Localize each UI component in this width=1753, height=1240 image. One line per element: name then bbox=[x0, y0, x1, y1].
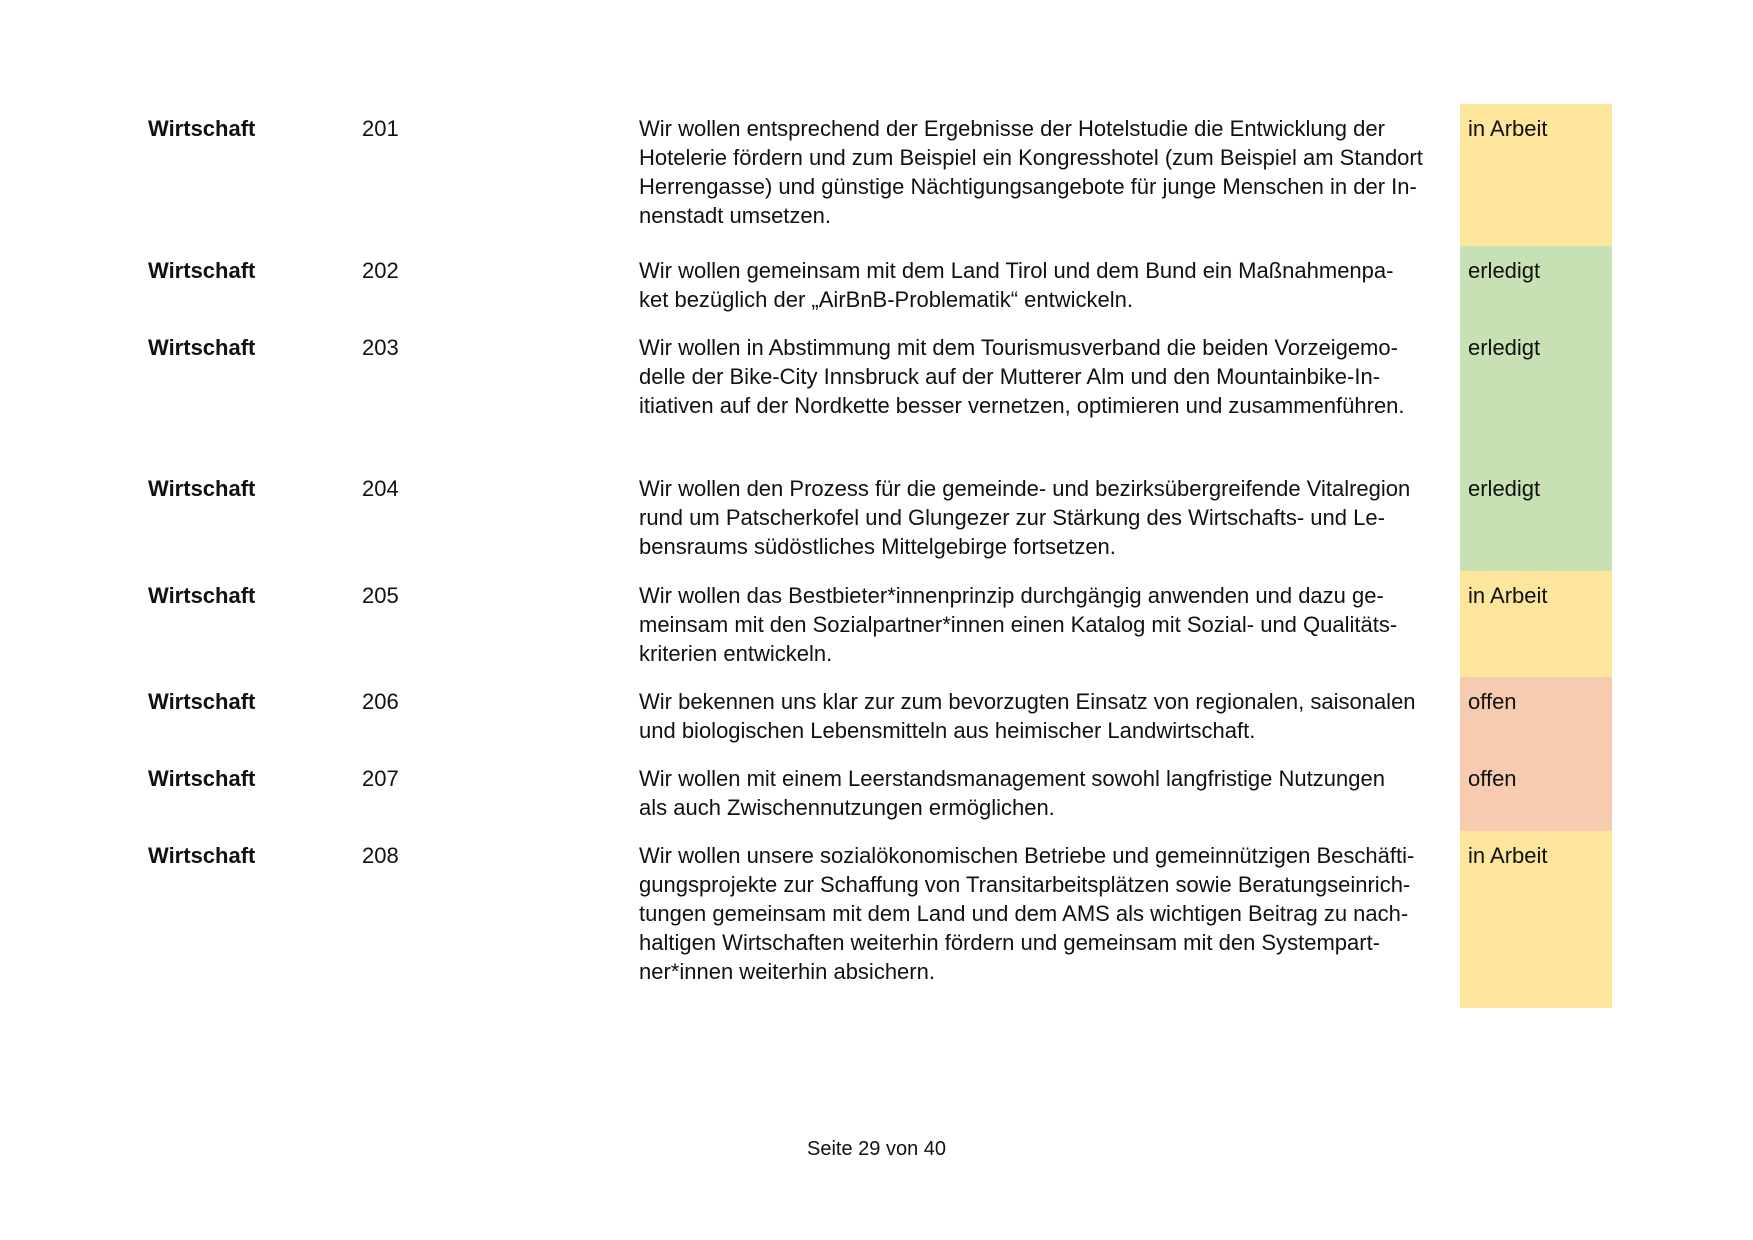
category-cell: Wirtschaft bbox=[148, 116, 256, 141]
description-cell bbox=[639, 114, 1449, 230]
table-row bbox=[0, 246, 1753, 323]
description-line: Wir wollen unsere sozialökonomischen Betriebe und gemeinnützigen Beschäfti- bbox=[639, 843, 1415, 868]
table-row bbox=[0, 754, 1753, 831]
description-line: Wir wollen gemeinsam mit dem Land Tirol und dem Bund ein Maßnahmenpa- bbox=[639, 258, 1394, 283]
table-row bbox=[0, 104, 1753, 246]
description-line: Wir wollen entsprechend der Ergebnisse der Hotelstudie die Entwicklung der bbox=[639, 116, 1385, 141]
category-cell: Wirtschaft bbox=[148, 335, 256, 360]
status-cell: erledigt bbox=[1460, 246, 1612, 323]
description-line: Wir wollen den Prozess für die gemeinde- und bezirksübergreifende Vitalregion bbox=[639, 476, 1411, 501]
number-cell: 207 bbox=[362, 766, 399, 791]
description-line: itiativen auf der Nordkette besser vernetzen, optimieren und zusammenführen. bbox=[639, 393, 1405, 418]
status-cell: erledigt bbox=[1460, 323, 1612, 464]
description-line: Wir wollen das Bestbieter*innenprinzip durchgängig anwenden und dazu ge- bbox=[639, 583, 1384, 608]
status-cell: offen bbox=[1460, 754, 1612, 831]
table-row bbox=[0, 831, 1753, 1008]
category-cell: Wirtschaft bbox=[148, 843, 256, 868]
category-cell: Wirtschaft bbox=[148, 766, 256, 791]
category-cell: Wirtschaft bbox=[148, 583, 256, 608]
status-cell: in Arbeit bbox=[1460, 831, 1612, 1008]
description-line: rund um Patscherkofel und Glungezer zur Stärkung des Wirtschafts- und Le- bbox=[639, 505, 1385, 530]
description-cell bbox=[639, 581, 1449, 668]
description-line: Hotelerie fördern und zum Beispiel ein Kongresshotel (zum Beispiel am Standort bbox=[639, 145, 1423, 170]
table-row bbox=[0, 464, 1753, 571]
status-cell: offen bbox=[1460, 677, 1612, 754]
description-line: Wir wollen in Abstimmung mit dem Tourismusverband die beiden Vorzeigemo- bbox=[639, 335, 1398, 360]
description-cell bbox=[639, 256, 1449, 314]
description-line: meinsam mit den Sozialpartner*innen einen Katalog mit Sozial- und Qualitäts- bbox=[639, 612, 1398, 637]
description-line: tungen gemeinsam mit dem Land und dem AMS als wichtigen Beitrag zu nach- bbox=[639, 901, 1409, 926]
number-cell: 206 bbox=[362, 689, 399, 714]
description-line: gungsprojekte zur Schaffung von Transitarbeitsplätzen sowie Beratungseinrich- bbox=[639, 872, 1411, 897]
description-line: delle der Bike-City Innsbruck auf der Mutterer Alm und den Mountainbike-In- bbox=[639, 364, 1381, 389]
description-line: ner*innen weiterhin absichern. bbox=[639, 959, 935, 984]
description-line: ket bezüglich der „AirBnB-Problematik“ entwickeln. bbox=[639, 287, 1133, 312]
description-line: nenstadt umsetzen. bbox=[639, 203, 832, 228]
number-cell: 208 bbox=[362, 843, 399, 868]
description-line: kriterien entwickeln. bbox=[639, 641, 833, 666]
table-row bbox=[0, 677, 1753, 754]
description-line: Herrengasse) und günstige Nächtigungsangebote für junge Menschen in der In- bbox=[639, 174, 1417, 199]
description-cell bbox=[639, 841, 1449, 986]
number-cell: 203 bbox=[362, 335, 399, 360]
description-cell bbox=[639, 474, 1449, 561]
category-cell: Wirtschaft bbox=[148, 689, 256, 714]
description-cell bbox=[639, 687, 1449, 745]
category-cell: Wirtschaft bbox=[148, 258, 256, 283]
page-number: Seite 29 von 40 bbox=[807, 1138, 946, 1160]
status-cell: in Arbeit bbox=[1460, 571, 1612, 677]
number-cell: 201 bbox=[362, 116, 399, 141]
description-cell bbox=[639, 764, 1449, 822]
description-cell bbox=[639, 333, 1449, 420]
number-cell: 204 bbox=[362, 476, 399, 501]
category-cell: Wirtschaft bbox=[148, 476, 256, 501]
description-line: und biologischen Lebensmitteln aus heimischer Landwirtschaft. bbox=[639, 718, 1256, 743]
description-line: haltigen Wirtschaften weiterhin fördern und gemeinsam mit den Systempart- bbox=[639, 930, 1381, 955]
description-line: Wir bekennen uns klar zur zum bevorzugten Einsatz von regionalen, saisonalen bbox=[639, 689, 1416, 714]
table-row bbox=[0, 571, 1753, 677]
description-line: als auch Zwischennutzungen ermöglichen. bbox=[639, 795, 1055, 820]
table-row bbox=[0, 323, 1753, 464]
description-line: Wir wollen mit einem Leerstandsmanagement sowohl langfristige Nutzungen bbox=[639, 766, 1385, 791]
number-cell: 205 bbox=[362, 583, 399, 608]
status-cell: in Arbeit bbox=[1460, 104, 1612, 246]
status-cell: erledigt bbox=[1460, 464, 1612, 571]
measures-table bbox=[0, 104, 1753, 1008]
description-line: bensraums südöstliches Mittelgebirge fortsetzen. bbox=[639, 534, 1116, 559]
number-cell: 202 bbox=[362, 258, 399, 283]
